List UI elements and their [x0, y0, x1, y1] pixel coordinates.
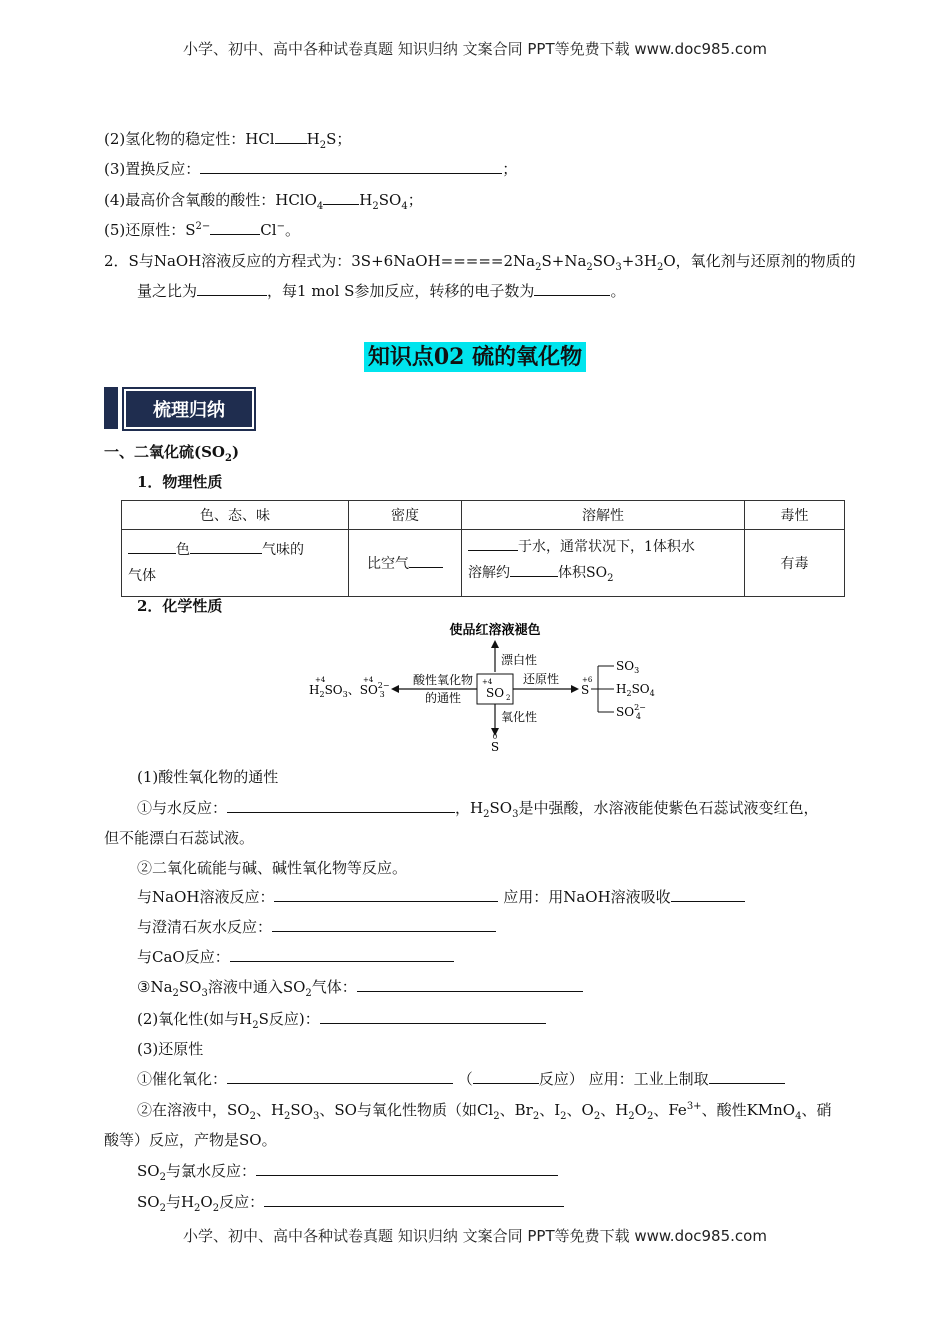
table-cell: 于水，通常状况下，1体积水 溶解约 体积$SO_2$: [462, 530, 745, 597]
s1a-line2: 但不能漂白石蕊试液。: [104, 829, 255, 847]
diagram-bleach-label: 漂白性: [501, 653, 538, 667]
q5-line: (5)还原性：$S^{2-}$ Cl−。: [104, 221, 300, 239]
svg-text:S: S: [490, 740, 500, 754]
so2-property-diagram: [305, 620, 665, 760]
s3-line: (3)还原性: [137, 1040, 204, 1058]
svg-text:0: 0: [492, 733, 498, 741]
diagram-acid-label2: 的通性: [424, 691, 462, 705]
p2-line: 2．S与NaOH溶液反应的方程式为：$3S+6NaOH=====2Na_2S+Na_2SO_3+3H_2O$，氧化剂与还原剂的物质的: [104, 252, 856, 273]
table-cell: 比空气: [349, 530, 462, 597]
svg-text:+6: +6: [582, 676, 593, 684]
svg-text:SO3: $SO_3$: [616, 659, 640, 675]
p2-line2: 量之比为 ，每1 mol S参加反应，转移的电子数为 。: [137, 282, 626, 300]
s3b-line: ②在溶液中，$SO_2$、$H_2SO_3$、SO与氧化性物质（如$Cl_2$、$Br_2$、$I_2$、$O_2$、$H_2O_2$、$Fe^{3+}$、酸性KMnO$_4$、硝: [137, 1101, 832, 1122]
page-footer: 小学、初中、高中各种试卷真题 知识归纳 文案合同 PPT等免费下载 www.doc985.com: [183, 1227, 767, 1245]
table-header: 溶解性: [462, 501, 745, 530]
table-header: 密度: [349, 501, 462, 530]
diagram-top-label: 使品红溶液褪色: [449, 623, 541, 638]
lime-line: 与澄清石灰水反应：: [137, 916, 496, 937]
svg-text:SO2−4: $SO^{2-}$ 4: [616, 703, 646, 721]
physical-properties-table: [121, 500, 845, 597]
s1-line: (1)酸性氧化物的通性: [137, 768, 279, 786]
svg-text:H2SO3、SO2−3: $H_2SO_3$、$SO^{2-}$ 3: [309, 681, 390, 699]
page-header: 小学、初中、高中各种试卷真题 知识归纳 文案合同 PPT等免费下载 www.doc985.com: [183, 40, 767, 58]
q4-line: (4)最高价含氧酸的酸性：HClO$_4$ $H_2SO_4$；: [104, 191, 423, 212]
svg-text:H2SO4: $H_2SO_4$: [616, 682, 655, 698]
q3-line: (3)置换反应： ；: [104, 160, 518, 178]
svg-text:S: S: [581, 683, 590, 697]
table-header: 毒性: [745, 501, 845, 530]
table-cell: 有毒: [745, 530, 845, 597]
cao-line: 与CaO反应：: [137, 946, 454, 967]
svg-text:SO: SO: [485, 686, 505, 700]
diagram-acid-label: 酸性氧化物: [412, 673, 474, 687]
svg-text:+4: +4: [315, 676, 326, 684]
svg-text:+4: +4: [482, 678, 493, 686]
h2o2-line: $SO_2$与$H_2O_2$反应：: [137, 1191, 564, 1214]
heading-chemical: 2．化学性质: [137, 597, 223, 615]
section-title: 知识点02 硫的氧化物: [0, 340, 950, 371]
diagram-reduce-label: 还原性: [522, 672, 560, 686]
svg-text:+4: +4: [363, 676, 374, 684]
summary-badge: 梳理归纳: [104, 387, 252, 429]
cl-line: $SO_2$与氯水反应：: [137, 1160, 558, 1183]
table-cell: 色 气味的 气体: [122, 530, 349, 597]
svg-text:2: 2: [506, 694, 511, 702]
heading-physical: 1．物理性质: [137, 473, 223, 491]
table-header: 色、态、味: [122, 501, 349, 530]
heading-so2: 一、二氧化硫$(SO_2)$: [104, 443, 240, 464]
q2-line: (2)氢化物的稳定性：HCl $H_2S$；: [104, 130, 352, 151]
s3b-line2: 酸等）反应，产物是SO。: [104, 1131, 277, 1149]
na2so3-line: $③Na_2SO_3$溶液中通入$SO_2$气体：: [137, 976, 583, 999]
s3a-line: ①催化氧化： （ 反应） 应用：工业上制取: [137, 1068, 785, 1089]
naoh-line: 与NaOH溶液反应： 应用：用NaOH溶液吸收: [137, 886, 745, 907]
s2-line: (2)氧化性(如与$H_2S$反应)：: [137, 1008, 546, 1031]
s1a-line: ①与水反应： ，$H_2SO_3$是中强酸，水溶液能使紫色石蕊试液变红色，: [137, 799, 819, 820]
diagram-oxid-label: 氧化性: [501, 710, 538, 724]
s1b-line: ②二氧化硫能与碱、碱性氧化物等反应。: [137, 859, 408, 877]
